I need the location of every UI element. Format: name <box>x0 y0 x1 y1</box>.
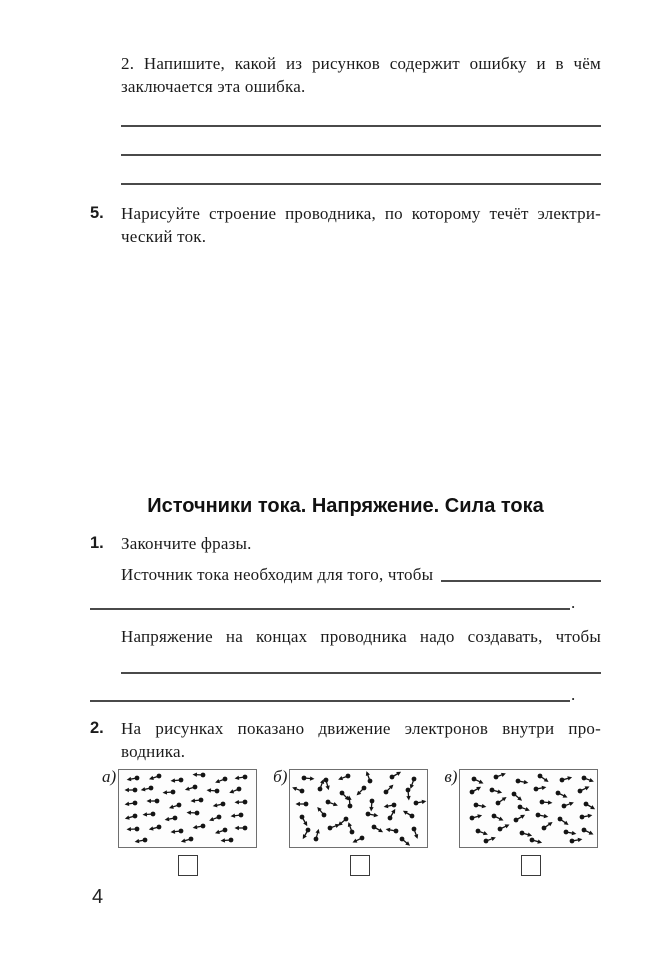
line-end-period: . <box>571 685 576 704</box>
worksheet-page <box>90 0 601 909</box>
question-2-sub-text <box>121 52 601 98</box>
figure-v <box>444 769 598 848</box>
paragraph-line: 2. Напишите, какой из рисунков содержит ошибку и в чём <box>121 54 601 73</box>
answer-blank-line[interactable] <box>121 648 601 674</box>
answer-blank-line[interactable] <box>90 674 570 702</box>
figure-a <box>102 769 257 848</box>
phrase-1-row <box>121 563 601 586</box>
figure-v-checkbox[interactable] <box>521 855 541 876</box>
figure-b-checkbox[interactable] <box>350 855 370 876</box>
question-2 <box>90 717 601 763</box>
line-end-period: . <box>571 593 576 612</box>
question-number: 5. <box>90 204 104 222</box>
answer-blank-line[interactable] <box>90 586 570 610</box>
phrase-1-text: Источник тока необходим для того, чтобы <box>121 565 434 584</box>
figure-a-checkbox[interactable] <box>178 855 198 876</box>
section-title: Источники тока. Напряжение. Сила тока <box>147 495 544 517</box>
paragraph-line: ческий ток. <box>121 227 207 246</box>
phrase-1-answer-row <box>90 586 576 610</box>
question-1-prompt: Закончите фразы. <box>121 534 252 553</box>
figure-b-label: б) <box>273 767 288 786</box>
paragraph-line: водника. <box>121 742 186 761</box>
figure-b <box>273 769 428 848</box>
answer-blank-line[interactable] <box>121 156 601 185</box>
question-2-answer-area <box>121 98 607 185</box>
question-5-text <box>121 202 601 248</box>
figure-b-electron-diagram <box>289 769 428 848</box>
question-5 <box>90 202 601 248</box>
question-1 <box>90 532 601 555</box>
figure-a-label: а) <box>102 767 117 786</box>
figure-v-electron-diagram <box>459 769 598 848</box>
phrase-2-answer-area <box>121 648 607 674</box>
question-number: 2. <box>90 719 104 737</box>
figure-a-electron-diagram <box>118 769 257 848</box>
paragraph-line: заключается эта ошибка. <box>121 77 306 96</box>
page-number: 4 <box>92 886 104 908</box>
answer-blank-line[interactable] <box>121 98 601 127</box>
paragraph-line: Нарисуйте строение проводника, по которому течёт электри- <box>121 204 601 223</box>
answer-blank-line[interactable] <box>121 127 601 156</box>
figure-v-label: в) <box>444 767 458 786</box>
question-2-text <box>121 717 601 763</box>
electron-motion-figures <box>102 769 601 848</box>
phrase-2-answer-row <box>90 674 576 702</box>
paragraph-line: На рисунках показано движение электронов внутри про- <box>121 719 601 738</box>
figure-checkbox-row <box>90 855 601 877</box>
inline-answer-blank[interactable] <box>441 580 601 582</box>
question-number: 1. <box>90 534 104 552</box>
phrase-2-text: Напряжение на концах проводника надо создавать, чтобы <box>121 627 601 646</box>
